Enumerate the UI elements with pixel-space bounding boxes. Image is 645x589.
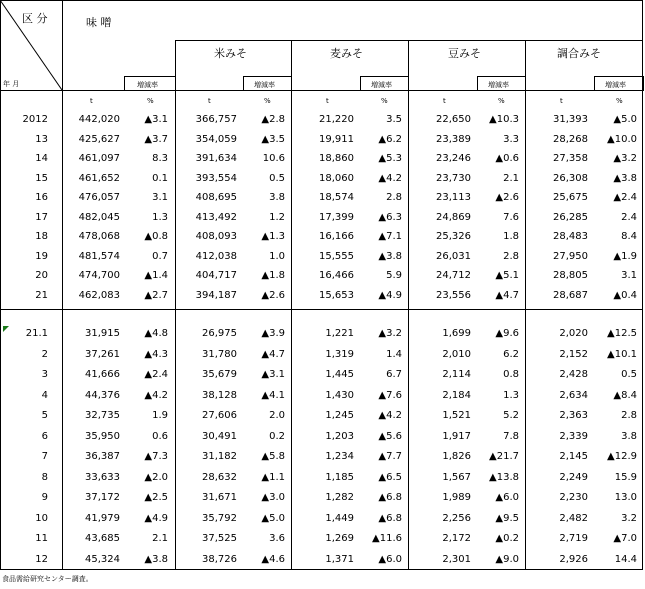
cell-kome-rate: ▲3.5 [261,133,285,145]
cell-kome: 408,695 [195,192,237,203]
cell-mame-rate: 3.3 [503,133,519,145]
cell-mame: 1,521 [442,410,471,421]
cell-mugi: 1,269 [325,533,354,544]
cell-kome-rate: ▲2.6 [261,289,285,301]
cell-kome-rate: 3.6 [269,533,285,544]
cell-chogo: 28,268 [553,133,588,145]
cell-total-rate: ▲3.7 [144,133,168,145]
cell-chogo-rate: 3.1 [621,270,637,281]
cell-mame: 25,326 [436,231,471,242]
cell-chogo: 2,363 [559,410,588,421]
cell-total-rate: ▲3.1 [144,114,168,125]
table-row [0,387,645,406]
cell-mame: 24,869 [436,211,471,223]
cell-mugi-rate: ▲3.2 [378,328,402,339]
cell-total-rate: 2.1 [152,533,168,544]
cell-chogo: 28,687 [553,289,588,301]
cell-total: 481,574 [78,250,120,262]
cell-kome: 412,038 [195,250,237,262]
table-row [0,189,645,208]
cell-label: 6 [41,430,48,442]
cell-chogo: 2,152 [559,348,588,360]
cell-mame-rate: ▲4.7 [495,289,519,301]
cell-kome-rate: ▲4.1 [261,389,285,401]
cell-label: 4 [41,389,48,401]
cell-total-rate: ▲7.3 [144,451,168,462]
cell-total: 482,045 [78,211,120,223]
cell-total-rate: 3.1 [152,192,168,203]
cell-label: 2012 [22,114,48,125]
cell-kome-rate: ▲3.9 [261,328,285,339]
cell-total: 31,915 [85,328,120,339]
cell-mame-rate: ▲0.2 [495,533,519,544]
cell-label: 14 [35,153,48,164]
cell-mugi: 19,911 [319,133,354,145]
cell-kome: 38,726 [202,553,237,565]
cell-mame-rate: ▲9.6 [495,328,519,339]
cell-chogo-rate: ▲1.9 [613,250,637,262]
cell-total-rate: ▲1.4 [144,270,168,281]
cell-mugi-rate: 1.4 [386,348,402,360]
cell-mugi-rate: 6.7 [386,369,402,380]
cell-total: 425,627 [78,133,120,145]
cell-mame: 2,184 [442,389,471,401]
cell-chogo-rate: 14.4 [614,553,637,565]
cell-chogo-rate: 0.5 [621,369,637,380]
cell-mugi-rate: ▲4.9 [378,289,402,301]
cell-total-rate: 0.7 [152,250,168,262]
kubun-label: 区 分 [22,12,48,25]
unit-pct-mame: % [498,97,505,105]
cell-mugi: 16,166 [319,231,354,242]
cell-mame-rate: ▲10.3 [489,114,519,125]
group-top-rule [175,40,643,41]
cell-mugi-rate: ▲5.6 [378,430,402,442]
cell-mugi-rate: 5.9 [386,270,402,281]
cell-kome: 354,059 [195,133,237,145]
cell-mame: 24,712 [436,270,471,281]
cell-mugi: 1,449 [325,512,354,524]
cell-mame: 23,556 [436,289,471,301]
cell-mugi-rate: 2.8 [386,192,402,203]
cell-kome-rate: ▲3.0 [261,492,285,503]
cell-kome-rate: ▲5.0 [261,512,285,524]
cell-mugi: 1,221 [325,328,354,339]
cell-chogo-rate: ▲5.0 [613,114,637,125]
cell-label: 10 [35,512,48,524]
cell-total: 461,097 [78,153,120,164]
cell-mugi-rate: ▲4.2 [378,410,402,421]
cell-mame: 23,730 [436,172,471,184]
cell-total-rate: 0.1 [152,172,168,184]
cell-chogo-rate: ▲10.0 [607,133,637,145]
cell-chogo: 2,634 [559,389,588,401]
cell-kome: 394,187 [195,289,237,301]
cell-mugi-rate: ▲6.5 [378,471,402,483]
cell-mugi: 15,555 [319,250,354,262]
cell-kome-rate: ▲4.7 [261,348,285,360]
cell-kome-rate: 1.2 [269,211,285,223]
cell-kome-rate: 3.8 [269,192,285,203]
cell-kome-rate: ▲5.8 [261,451,285,462]
cell-mame: 23,246 [436,153,471,164]
cell-mame: 1,826 [442,451,471,462]
cell-kome: 28,632 [202,471,237,483]
cell-total: 37,172 [85,492,120,503]
unit-t-chogo: t [560,97,563,105]
table-row [0,346,645,365]
cell-mugi-rate: ▲7.1 [378,231,402,242]
cell-mugi-rate: ▲5.3 [378,153,402,164]
cell-chogo: 2,249 [559,471,588,483]
table-row [0,551,645,570]
cell-mugi-rate: ▲7.6 [378,389,402,401]
cell-chogo-rate: 8.4 [621,231,637,242]
cell-mugi: 1,245 [325,410,354,421]
cell-mugi-rate: ▲4.2 [378,172,402,184]
cell-chogo: 2,339 [559,430,588,442]
table-row [0,407,645,426]
cell-total-rate: ▲4.2 [144,389,168,401]
cell-mame: 2,172 [442,533,471,544]
cell-label: 19 [35,250,48,262]
cell-label: 13 [35,133,48,145]
cell-kome: 26,975 [202,328,237,339]
cell-chogo-rate: ▲12.5 [607,328,637,339]
cell-total: 41,666 [85,369,120,380]
cell-chogo-rate: 13.0 [614,492,637,503]
cell-mugi: 16,466 [319,270,354,281]
cell-kome: 38,128 [202,389,237,401]
cell-kome-rate: ▲1.8 [261,270,285,281]
cell-mugi-rate: ▲6.3 [378,211,402,223]
cell-total: 41,979 [85,512,120,524]
cell-kome: 391,634 [195,153,237,164]
cell-mugi: 1,234 [325,451,354,462]
cell-mugi: 18,574 [319,192,354,203]
cell-kome-rate: ▲1.1 [261,471,285,483]
table-row [0,150,645,169]
cell-kome-rate: 10.6 [262,153,285,164]
unit-t-kome: t [208,97,211,105]
table-row [0,209,645,228]
cell-chogo-rate: 2.8 [621,410,637,421]
cell-chogo-rate: 3.8 [621,430,637,442]
cell-total: 45,324 [85,553,120,565]
cell-label: 12 [35,553,48,565]
cell-kome: 31,182 [202,451,237,462]
cell-mame-rate: ▲2.6 [495,192,519,203]
cell-kome: 413,492 [195,211,237,223]
table-row [0,248,645,267]
cell-total-rate: ▲0.8 [144,231,168,242]
cell-mame: 2,256 [442,512,471,524]
cell-label: 16 [35,192,48,203]
cell-kome: 31,780 [202,348,237,360]
cell-kome: 366,757 [195,114,237,125]
cell-mame-rate: 0.8 [503,369,519,380]
cell-mame: 1,567 [442,471,471,483]
cell-mame: 26,031 [436,250,471,262]
cell-chogo-rate: ▲8.4 [613,389,637,401]
cell-total-rate: ▲2.7 [144,289,168,301]
cell-total: 461,652 [78,172,120,184]
cell-chogo-rate: ▲7.0 [613,533,637,544]
cell-mugi: 21,220 [319,114,354,125]
unit-pct-chogo: % [616,97,623,105]
cell-kome-rate: 0.2 [269,430,285,442]
cell-chogo: 26,308 [553,172,588,184]
cell-label: 20 [35,270,48,281]
cell-mame-rate: ▲13.8 [489,471,519,483]
source-note: 食品需給研究センター調査。 [2,575,93,583]
group-label-kome: 米みそ [214,47,247,60]
cell-kome: 404,717 [195,270,237,281]
cell-label: 3 [41,369,48,380]
cell-kome: 35,792 [202,512,237,524]
cell-chogo: 2,482 [559,512,588,524]
cell-label: 21.1 [25,328,48,339]
table-row [0,428,645,447]
cell-mame-rate: 7.8 [503,430,519,442]
cell-mame-rate: ▲5.1 [495,270,519,281]
cell-kome-rate: 2.0 [269,410,285,421]
cell-mugi: 18,060 [319,172,354,184]
cell-total: 33,633 [85,471,120,483]
group-label-mugi: 麦みそ [330,47,363,60]
cell-kome-rate: ▲3.1 [261,369,285,380]
table-row [0,489,645,508]
cell-mugi: 1,319 [325,348,354,360]
group-label-chogo: 調合みそ [557,47,601,60]
cell-mame-rate: 1.3 [503,389,519,401]
cell-mame: 2,114 [442,369,471,380]
cell-mugi: 1,203 [325,430,354,442]
cell-mugi-rate: ▲3.8 [378,250,402,262]
cell-mugi-rate: ▲6.2 [378,133,402,145]
cell-total: 43,685 [85,533,120,544]
cell-label: 8 [41,471,48,483]
cell-mugi: 1,371 [325,553,354,565]
table-row [0,530,645,549]
cell-label: 18 [35,231,48,242]
cell-kome: 31,671 [202,492,237,503]
group-label-mame: 豆みそ [448,47,481,60]
cell-total-rate: 1.3 [152,211,168,223]
cell-mame: 23,113 [436,192,471,203]
cell-mame-rate: ▲21.7 [489,451,519,462]
cell-mugi: 18,860 [319,153,354,164]
cell-chogo-rate: ▲10.1 [607,348,637,360]
cell-kome-rate: ▲1.3 [261,231,285,242]
cell-mugi-rate: ▲7.7 [378,451,402,462]
cell-chogo: 2,926 [559,553,588,565]
cell-label: 15 [35,172,48,184]
rate-label-total: 増減率 [137,81,158,89]
cell-kome: 408,093 [195,231,237,242]
nengetsu-label: 年 月 [3,80,20,88]
rate-label-kome: 増減率 [254,81,275,89]
cell-total: 474,700 [78,270,120,281]
cell-kome: 27,606 [202,410,237,421]
cell-total: 32,735 [85,410,120,421]
cell-mame: 23,389 [436,133,471,145]
cell-label: 2 [41,348,48,360]
cell-kome-rate: ▲2.8 [261,114,285,125]
unit-t-mugi: t [326,97,329,105]
cell-total: 442,020 [78,114,120,125]
rate-label-mame: 増減率 [488,81,509,89]
cell-mugi: 1,430 [325,389,354,401]
cell-chogo-rate: ▲0.4 [613,289,637,301]
unit-pct-kome: % [264,97,271,105]
cell-total-rate: 8.3 [152,153,168,164]
cell-total: 36,387 [85,451,120,462]
cell-label: 17 [35,211,48,223]
cell-mugi: 1,445 [325,369,354,380]
cell-mame: 1,699 [442,328,471,339]
cell-total: 35,950 [85,430,120,442]
cell-chogo: 27,358 [553,153,588,164]
cell-mame: 1,917 [442,430,471,442]
table-row [0,267,645,286]
cell-label: 7 [41,451,48,462]
cell-chogo: 26,285 [553,211,588,223]
cell-chogo-rate: 15.9 [614,471,637,483]
table-row [0,131,645,150]
cell-kome: 393,554 [195,172,237,184]
cell-mame-rate: ▲9.0 [495,553,519,565]
cell-chogo-rate: ▲3.8 [613,172,637,184]
unit-t-total: t [90,97,93,105]
cell-mugi-rate: ▲6.8 [378,512,402,524]
cell-mugi: 17,399 [319,211,354,223]
cell-chogo: 2,145 [559,451,588,462]
cell-total-rate: ▲2.4 [144,369,168,380]
cell-chogo: 27,950 [553,250,588,262]
cell-mugi: 1,185 [325,471,354,483]
table-row [0,287,645,306]
cell-total: 462,083 [78,289,120,301]
cell-total-rate: ▲4.3 [144,348,168,360]
cell-mugi-rate: 3.5 [386,114,402,125]
header-bottom-rule [0,90,643,91]
cell-total: 44,376 [85,389,120,401]
unit-pct-total: % [147,97,154,105]
cell-mame-rate: ▲9.5 [495,512,519,524]
cell-kome-rate: 1.0 [269,250,285,262]
cell-mame: 22,650 [436,114,471,125]
cell-mame: 1,989 [442,492,471,503]
cell-total-rate: 0.6 [152,430,168,442]
miso-label: 味 噌 [86,16,112,29]
table-row [0,170,645,189]
cell-mame-rate: ▲0.6 [495,153,519,164]
cell-chogo: 2,020 [559,328,588,339]
cell-kome-rate: ▲4.6 [261,553,285,565]
cell-total-rate: 1.9 [152,410,168,421]
cell-mugi-rate: ▲6.0 [378,553,402,565]
cell-mugi-rate: ▲11.6 [372,533,402,544]
cell-total-rate: ▲2.5 [144,492,168,503]
cell-mame-rate: 7.6 [503,211,519,223]
table-row [0,325,645,344]
cell-label: 5 [41,410,48,421]
rate-label-mugi: 増減率 [371,81,392,89]
cell-mame-rate: 1.8 [503,231,519,242]
cell-label: 21 [35,289,48,301]
cell-mugi: 1,282 [325,492,354,503]
cell-total-rate: ▲4.8 [144,328,168,339]
cell-total-rate: ▲4.9 [144,512,168,524]
cell-chogo-rate: 3.2 [621,512,637,524]
cell-kome-rate: 0.5 [269,172,285,184]
cell-mame-rate: ▲6.0 [495,492,519,503]
cell-mame-rate: 2.8 [503,250,519,262]
cell-total-rate: ▲2.0 [144,471,168,483]
cell-total-rate: ▲3.8 [144,553,168,565]
cell-chogo: 28,483 [553,231,588,242]
cell-chogo-rate: 2.4 [621,211,637,223]
table-row [0,111,645,130]
unit-pct-mugi: % [381,97,388,105]
cell-chogo-rate: ▲3.2 [613,153,637,164]
unit-t-mame: t [443,97,446,105]
table-row [0,366,645,385]
cell-total: 37,261 [85,348,120,360]
cell-mame: 2,010 [442,348,471,360]
cell-chogo: 31,393 [553,114,588,125]
cell-mame-rate: 5.2 [503,410,519,421]
table-row [0,510,645,529]
cell-chogo: 2,719 [559,533,588,544]
cell-mugi: 15,653 [319,289,354,301]
cell-chogo-rate: ▲12.9 [607,451,637,462]
cell-chogo-rate: ▲2.4 [613,192,637,203]
cell-mugi-rate: ▲6.8 [378,492,402,503]
cell-kome: 35,679 [202,369,237,380]
cell-total: 478,068 [78,231,120,242]
cell-mame-rate: 6.2 [503,348,519,360]
cell-chogo: 28,805 [553,270,588,281]
cell-chogo: 2,230 [559,492,588,503]
cell-mame-rate: 2.1 [503,172,519,184]
table-row [0,469,645,488]
cell-chogo: 25,675 [553,192,588,203]
table-row [0,448,645,467]
cell-label: 11 [35,533,48,544]
cell-kome: 37,525 [202,533,237,544]
cell-mame: 2,301 [442,553,471,565]
section-separator [0,309,643,310]
rate-label-chogo: 増減率 [605,81,626,89]
cell-kome: 30,491 [202,430,237,442]
cell-total: 476,057 [78,192,120,203]
table-row [0,228,645,247]
cell-chogo: 2,428 [559,369,588,380]
cell-label: 9 [41,492,48,503]
